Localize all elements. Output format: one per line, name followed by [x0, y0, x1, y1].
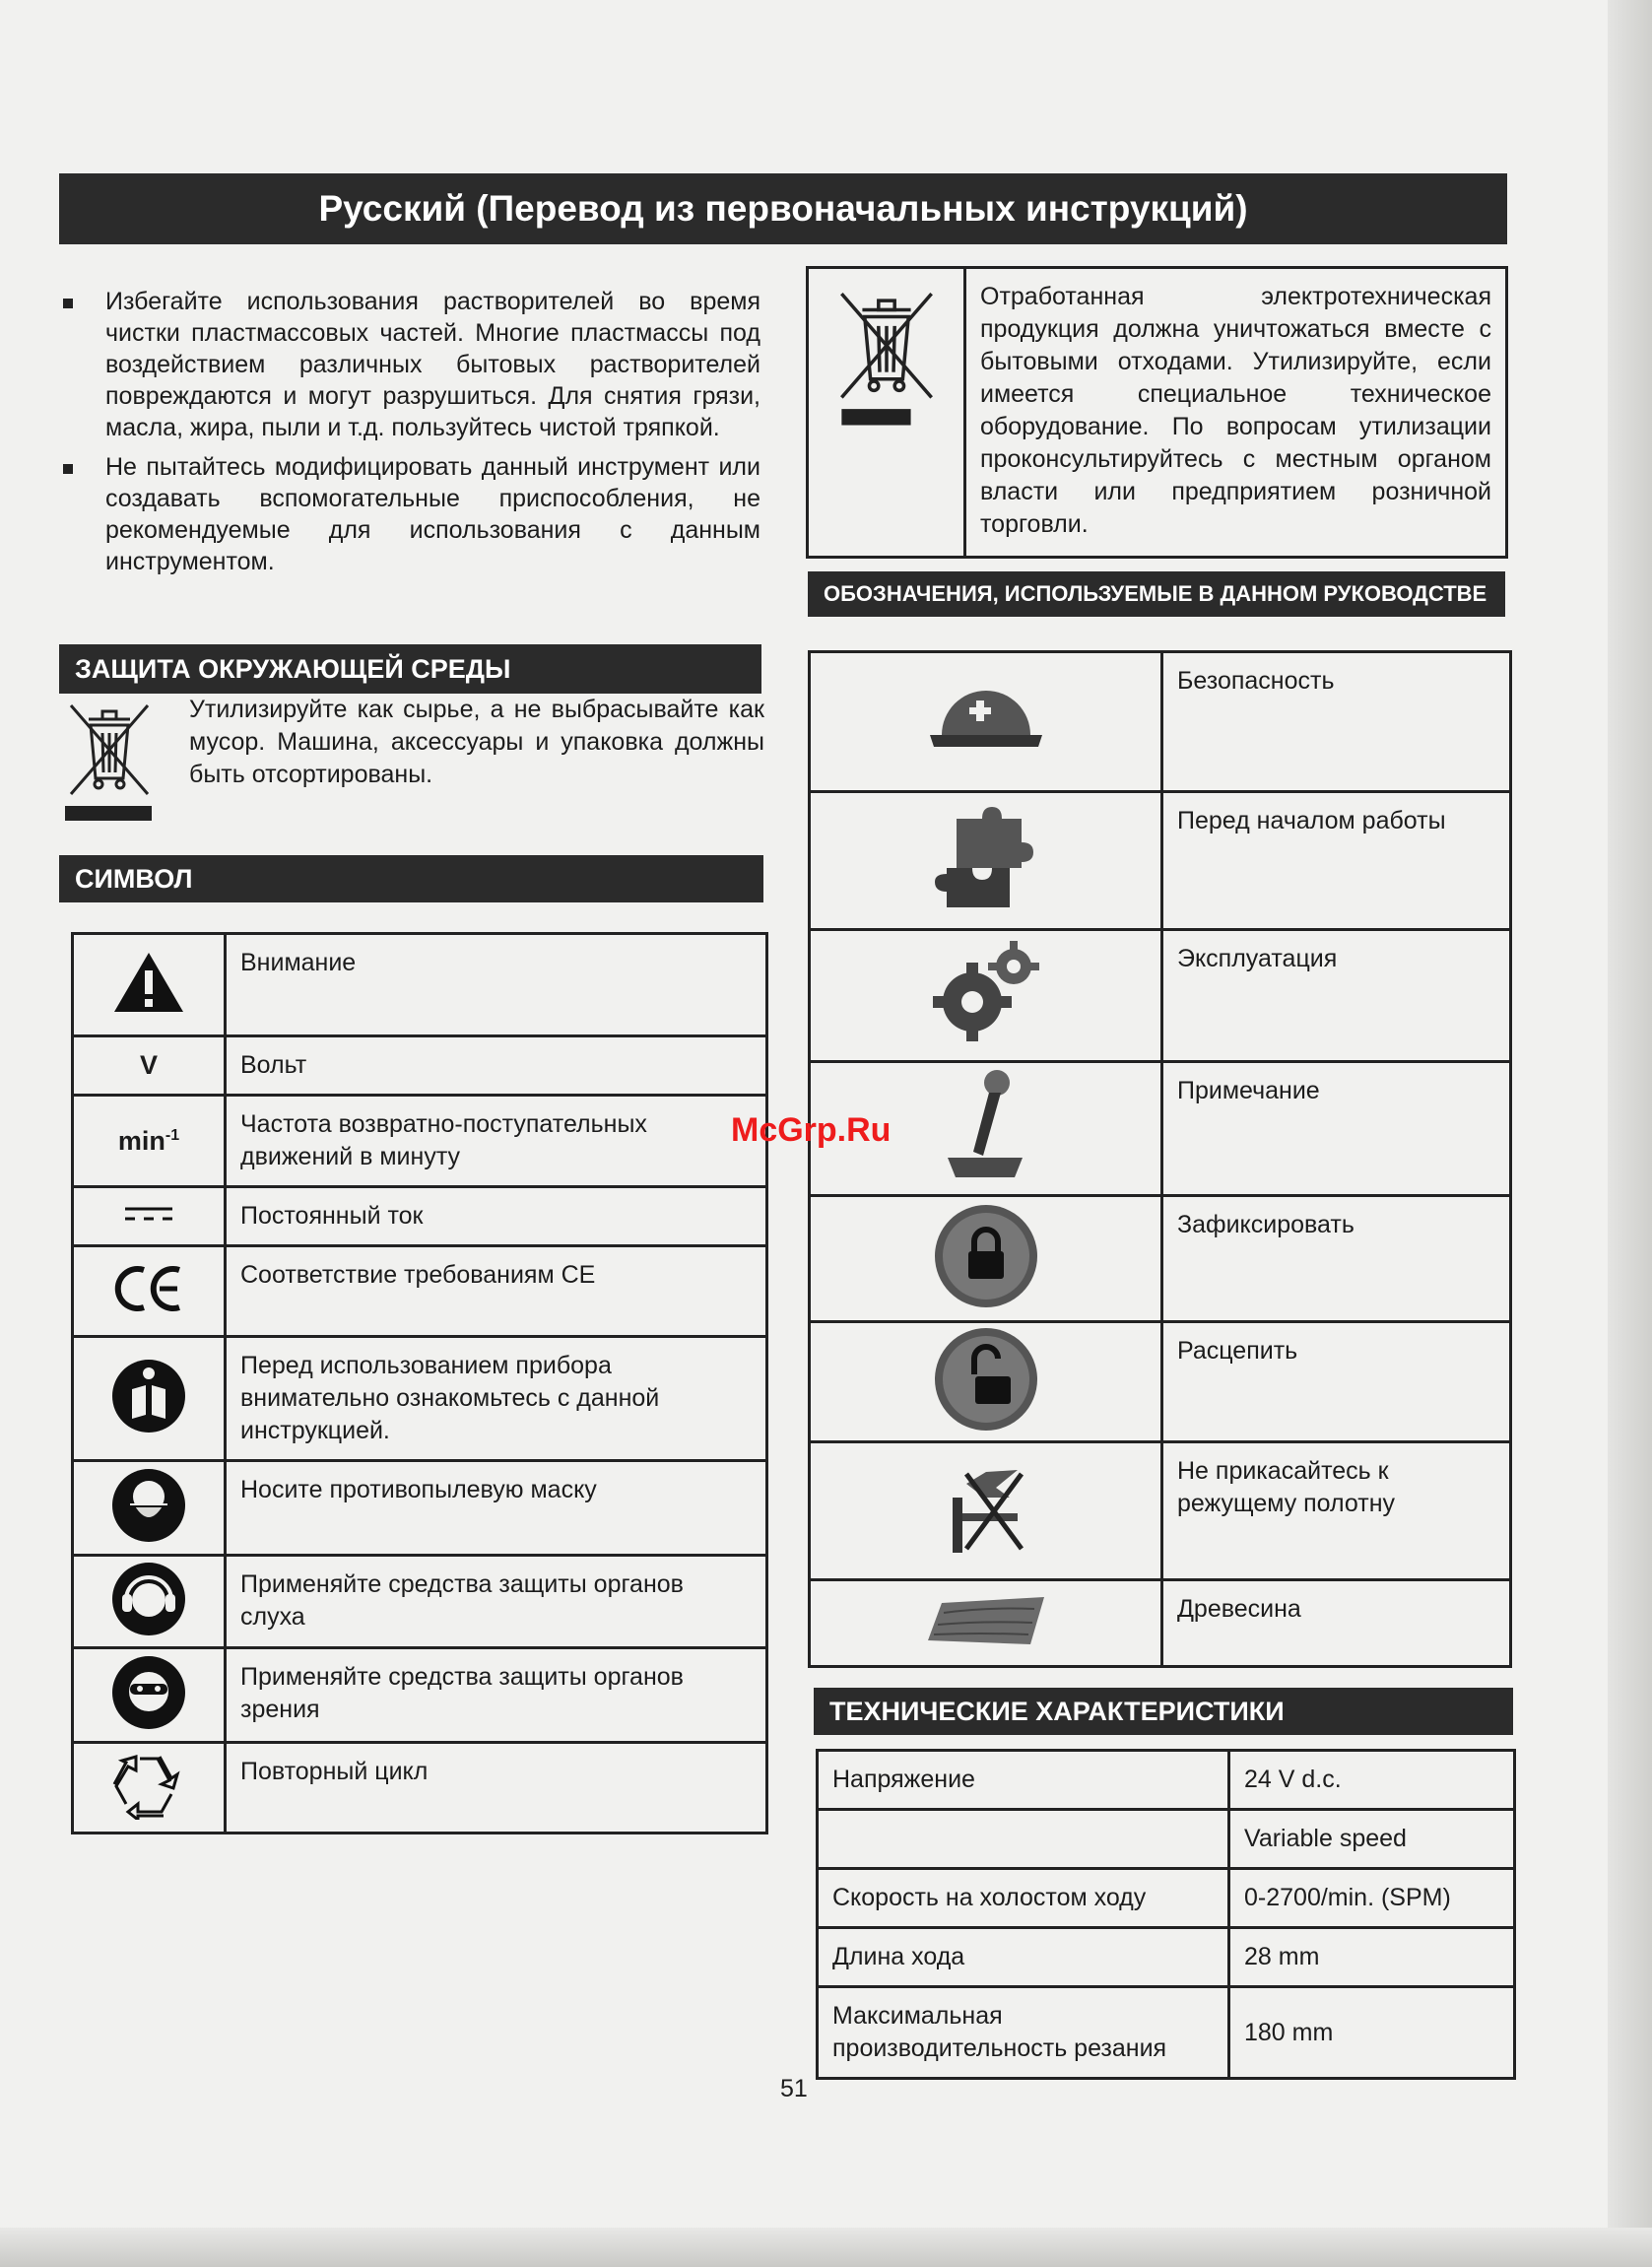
wood-plank-icon: [922, 1591, 1050, 1650]
spec-name: Напряжение: [832, 1766, 975, 1793]
specs-table: [816, 1749, 1516, 2080]
table-row: [810, 1062, 1511, 1196]
table-row: [73, 934, 767, 1036]
page-title: Русский (Перевод из первоначальных инструкций): [59, 173, 1507, 244]
symbol-label: Применяйте средства защиты органов слуха: [240, 1570, 684, 1631]
table-row: [73, 1187, 767, 1246]
designations-heading: ОБОЗНАЧЕНИЯ, ИСПОЛЬЗУЕМЫЕ В ДАННОМ РУКОВОДСТВЕ: [808, 571, 1505, 617]
spec-value: Variable speed: [1244, 1825, 1407, 1852]
table-row: [818, 1869, 1515, 1928]
symbol-label: Частота возвратно-поступательных движений в минуту: [240, 1110, 647, 1170]
designation-label: Расцепить: [1177, 1337, 1298, 1365]
designation-label: Перед началом работы: [1177, 807, 1446, 834]
table-row: [818, 1810, 1515, 1869]
environment-text: Утилизируйте как сырье, а не выбрасывайте как мусор. Машина, аксессуары и упаковка должны быть отсортированы.: [189, 696, 764, 788]
table-row: [73, 1096, 767, 1187]
bullet-square-icon: [63, 299, 73, 308]
designation-label: Не прикасайтесь к режущему полотну: [1177, 1457, 1396, 1517]
environment-heading: ЗАЩИТА ОКРУЖАЮЩЕЙ СРЕДЫ: [59, 644, 761, 694]
table-row: [73, 1246, 767, 1337]
designations-table: [808, 650, 1512, 1668]
bullet-text: Избегайте использования растворителей во время чистки пластмассовых частей. Многие пластмассы под воздействием различных бытовых растворителей повреждаются и могут разрушиться. Для снятия грязи, масла, жира, пыли и т.д. пользуйтесь чистой тряпкой.: [105, 288, 760, 441]
table-row: [73, 1556, 767, 1648]
page-number: 51: [780, 2075, 808, 2102]
read-manual-icon: [110, 1358, 187, 1434]
list-item: [59, 451, 760, 577]
spec-name: Длина хода: [832, 1943, 965, 1970]
list-item: [59, 286, 760, 443]
symbol-label: Носите противопылевую маску: [240, 1476, 597, 1503]
table-row: [810, 652, 1511, 792]
symbol-label: Соответствие требованиям CE: [240, 1261, 596, 1289]
ear-protection-icon: [110, 1561, 187, 1637]
ce-mark-icon: [114, 1264, 183, 1313]
intro-bullet-list: [59, 286, 760, 585]
designation-label: Эксплуатация: [1177, 945, 1338, 972]
table-row: [808, 268, 1507, 558]
symbol-label: Внимание: [240, 949, 357, 976]
table-row: [818, 1987, 1515, 2079]
warning-triangle-icon: [112, 951, 185, 1014]
designation-label: Примечание: [1177, 1077, 1320, 1104]
symbol-label: Повторный цикл: [240, 1758, 429, 1785]
table-row: [73, 1036, 767, 1096]
symbol-label: Постоянный ток: [240, 1202, 424, 1230]
bottom-edge-shadow: [0, 2228, 1652, 2267]
spec-value: 180 mm: [1244, 2018, 1334, 2046]
min-symbol: $\min^{-1}$: [117, 1125, 180, 1156]
symbol-label: Применяйте средства защиты органов зрения: [240, 1663, 684, 1723]
puzzle-pieces-icon: [927, 799, 1045, 917]
spec-value: 0-2700/min. (SPM): [1244, 1884, 1451, 1911]
bullet-square-icon: [63, 464, 73, 474]
no-touch-blade-icon: [927, 1454, 1045, 1563]
table-row: [73, 1461, 767, 1556]
lock-closed-icon: [932, 1202, 1040, 1310]
spec-value: 28 mm: [1244, 1943, 1320, 1970]
table-row: [810, 930, 1511, 1062]
spec-name: Максимальная производительность резания: [832, 2002, 1167, 2062]
table-row: [810, 1322, 1511, 1442]
symbol-label: Вольт: [240, 1051, 307, 1079]
environment-block: [63, 694, 764, 822]
safety-helmet-icon: [922, 670, 1050, 768]
table-row: [73, 1743, 767, 1834]
spec-name: Скорость на холостом ходу: [832, 1884, 1147, 1911]
page-edge-shadow: [1608, 0, 1652, 2267]
designation-label: Зафиксировать: [1177, 1211, 1355, 1238]
table-row: [810, 1580, 1511, 1667]
designation-label: Безопасность: [1177, 667, 1335, 695]
table-row: [73, 1648, 767, 1743]
table-row: [810, 1442, 1511, 1580]
recycle-icon: [112, 1751, 185, 1820]
bullet-text: Не пытайтесь модифицировать данный инструмент или создавать вспомогательные приспособления, не рекомендуемые для использования с данным инструментом.: [105, 453, 760, 575]
disposal-table: [806, 266, 1508, 559]
table-row: [73, 1337, 767, 1461]
watermark: McGrp.Ru: [731, 1111, 892, 1149]
table-row: [810, 1196, 1511, 1322]
spec-value: 24 V d.c.: [1244, 1766, 1342, 1793]
crossed-bin-icon: [832, 287, 941, 448]
eye-protection-icon: [110, 1654, 187, 1731]
note-pin-icon: [932, 1067, 1040, 1185]
disposal-text: Отработанная электротехническая продукция должна уничтожаться вместе с бытовыми отходами. Утилизируйте, если имеется специальное техническое оборудование. По вопросам утилизации проконсультируйтесь с местным органом власти или предприятием розничной торговли.: [980, 283, 1491, 538]
symbols-heading: СИМВОЛ: [59, 855, 763, 902]
crossed-bin-icon: [63, 700, 156, 823]
lock-open-icon: [932, 1325, 1040, 1434]
volt-symbol: V: [139, 1050, 158, 1080]
gears-icon: [927, 939, 1045, 1047]
symbol-label: Перед использованием прибора внимательно ознакомьтесь с данной инструкцией.: [240, 1352, 660, 1444]
direct-current-icon: [123, 1204, 174, 1224]
designation-label: Древесина: [1177, 1595, 1301, 1623]
specs-heading: ТЕХНИЧЕСКИЕ ХАРАКТЕРИСТИКИ: [814, 1688, 1513, 1735]
table-row: [810, 792, 1511, 930]
table-row: [818, 1751, 1515, 1810]
symbols-table: [71, 932, 768, 1834]
dust-mask-icon: [110, 1467, 187, 1544]
table-row: [818, 1928, 1515, 1987]
